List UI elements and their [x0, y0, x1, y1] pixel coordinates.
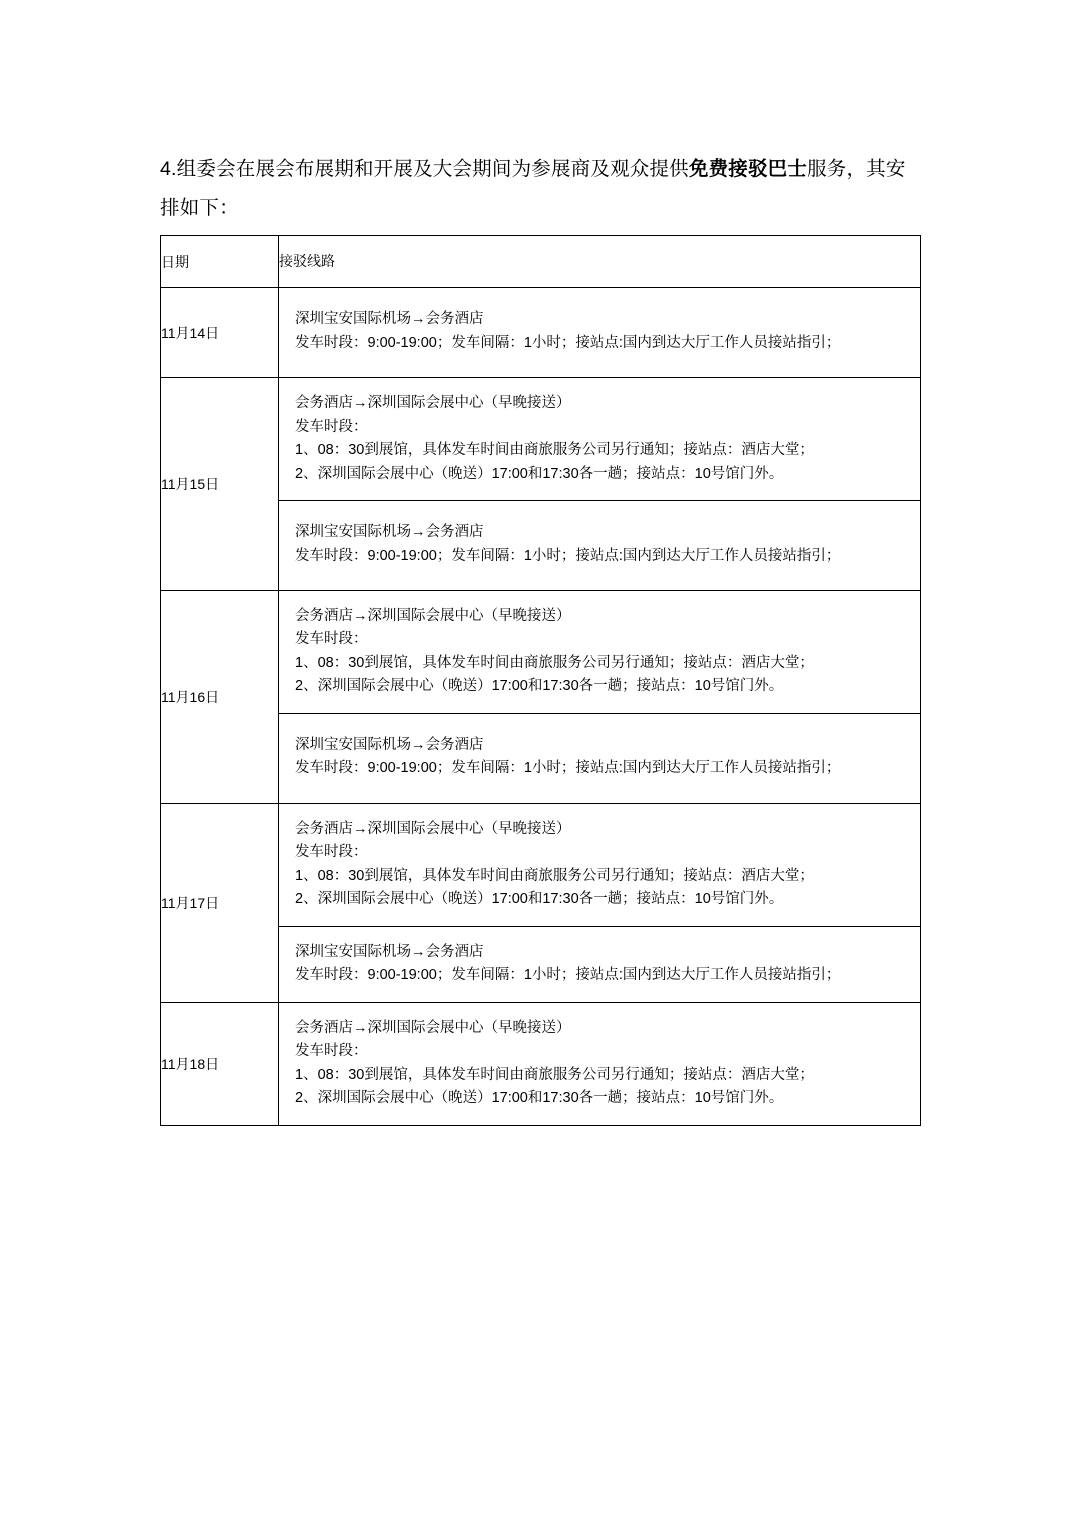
route-line: 发车时段：9:00-19:00；发车间隔：1小时；接站点:国内到达大厅工作人员接站指引； — [295, 967, 841, 984]
row-date: 11月15日 — [161, 378, 279, 591]
table-row — [161, 803, 921, 1002]
row-route — [279, 590, 921, 803]
route-block-row — [279, 591, 920, 713]
table-row — [161, 378, 921, 591]
route-block — [279, 591, 920, 713]
route-line: 会务酒店→深圳国际会展中心（早晚接送） — [295, 395, 571, 412]
row-date: 11月16日 — [161, 590, 279, 803]
route-block-row — [279, 713, 920, 802]
shuttle-schedule-table — [160, 235, 921, 1125]
row-route — [279, 378, 921, 591]
route-line: 2、深圳国际会展中心（晚送）17:00和17:30各一趟；接站点：10号馆门外。 — [295, 891, 784, 908]
route-block-row — [279, 378, 920, 500]
row-date: 11月17日 — [161, 803, 279, 1002]
route-block-cell — [279, 926, 920, 1001]
intro-bold-text: 免费接驳巴士 — [688, 157, 808, 180]
route-line: 1、08：30到展馆，具体发车时间由商旅服务公司另行通知；接站点：酒店大堂； — [295, 442, 814, 459]
route-block — [279, 927, 920, 1002]
route-block-group — [279, 378, 920, 590]
route-line: 2、深圳国际会展中心（晚送）17:00和17:30各一趟；接站点：10号馆门外。 — [295, 1090, 784, 1107]
route-line: 1、08：30到展馆，具体发车时间由商旅服务公司另行通知；接站点：酒店大堂； — [295, 654, 814, 671]
intro-suffix-text: 服务，其安排如下： — [160, 157, 906, 220]
route-block-group — [279, 804, 920, 1002]
route-line: 深圳宝安国际机场→会务酒店 — [295, 736, 484, 753]
route-line: 深圳宝安国际机场→会务酒店 — [295, 524, 484, 541]
route-line: 发车时段： — [295, 1043, 368, 1060]
route-line: 会务酒店→深圳国际会展中心（早晚接送） — [295, 1019, 571, 1036]
route-line: 会务酒店→深圳国际会展中心（早晚接送） — [295, 820, 571, 837]
route-block — [279, 288, 920, 377]
table-row — [161, 590, 921, 803]
route-block-cell — [279, 591, 920, 713]
route-block-row — [279, 804, 920, 926]
route-line: 发车时段： — [295, 631, 368, 648]
route-line: 1、08：30到展馆，具体发车时间由商旅服务公司另行通知；接站点：酒店大堂； — [295, 1066, 814, 1083]
row-route — [279, 1002, 921, 1125]
route-block — [279, 714, 920, 803]
header-route: 接驳线路 — [279, 236, 921, 288]
route-block — [279, 804, 920, 926]
route-line: 发车时段：9:00-19:00；发车间隔：1小时；接站点:国内到达大厅工作人员接站指引； — [295, 334, 841, 351]
route-block-cell — [279, 804, 920, 926]
intro-prefix-text: 4.组委会在展会布展期和开展及大会期间为参展商及观众提供 — [160, 157, 689, 180]
table-row — [161, 1002, 921, 1125]
route-line: 发车时段：9:00-19:00；发车间隔：1小时；接站点:国内到达大厅工作人员接站指引； — [295, 547, 841, 564]
route-line: 发车时段： — [295, 844, 368, 861]
document-content — [160, 130, 920, 1126]
route-line: 发车时段： — [295, 418, 368, 435]
route-line: 会务酒店→深圳国际会展中心（早晚接送） — [295, 607, 571, 624]
row-date: 11月18日 — [161, 1002, 279, 1125]
route-block-cell — [279, 378, 920, 500]
table-row — [161, 288, 921, 378]
route-line: 深圳宝安国际机场→会务酒店 — [295, 311, 484, 328]
row-route — [279, 288, 921, 378]
route-line: 发车时段：9:00-19:00；发车间隔：1小时；接站点:国内到达大厅工作人员接站指引； — [295, 760, 841, 777]
route-block-row — [279, 926, 920, 1001]
route-block — [279, 1003, 920, 1125]
route-block — [279, 378, 920, 500]
route-line: 深圳宝安国际机场→会务酒店 — [295, 943, 484, 960]
header-date: 日期 — [161, 236, 279, 288]
route-block-group — [279, 591, 920, 803]
route-line: 1、08：30到展馆，具体发车时间由商旅服务公司另行通知；接站点：酒店大堂； — [295, 867, 814, 884]
row-date: 11月14日 — [161, 288, 279, 378]
route-line: 2、深圳国际会展中心（晚送）17:00和17:30各一趟；接站点：10号馆门外。 — [295, 678, 784, 695]
route-block-cell — [279, 713, 920, 802]
table-header-row — [161, 236, 921, 288]
row-route — [279, 803, 921, 1002]
intro-paragraph — [160, 150, 920, 230]
route-line: 2、深圳国际会展中心（晚送）17:00和17:30各一趟；接站点：10号馆门外。 — [295, 465, 784, 482]
route-block — [279, 501, 920, 590]
route-block-row — [279, 501, 920, 590]
route-block-cell — [279, 501, 920, 590]
